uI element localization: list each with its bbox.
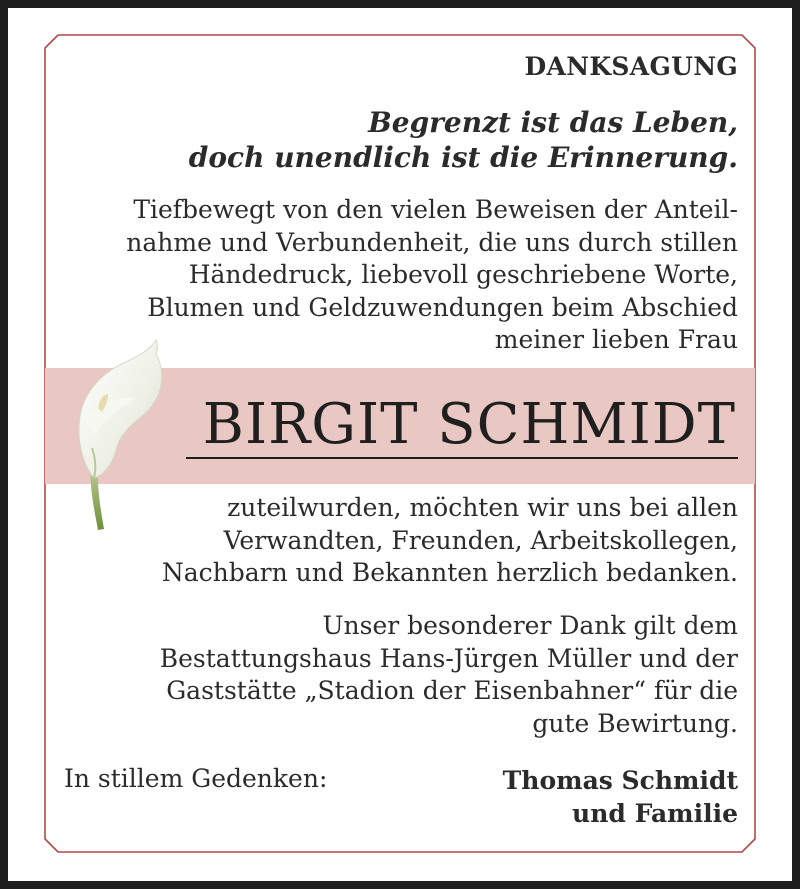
text-line: Verwandten, Freunden, Arbeitskollegen, — [223, 525, 738, 555]
text-line: Blumen und Geldzuwendungen beim Abschied — [147, 292, 738, 322]
thanks-paragraph-intro — [126, 194, 738, 357]
signature-block — [503, 764, 738, 830]
text-line: Gaststätte „Stadion der Eisenbahner“ für die — [166, 676, 738, 705]
text-line: meiner lieben Frau — [494, 325, 738, 354]
motto-quote — [189, 105, 738, 175]
text-line: Nachbarn und Bekannten herzlich bedanken. — [161, 558, 738, 587]
text-line: gute Bewirtung. — [532, 708, 738, 738]
special-thanks-paragraph — [160, 610, 738, 740]
text-line: Händedruck, liebevoll geschriebene Worte, — [188, 260, 738, 289]
closing-phrase: In stillem Gedenken: — [64, 764, 328, 793]
text-line: Tiefbewegt von den vielen Beweisen der Anteil- — [133, 195, 738, 224]
thanks-paragraph-continuation — [162, 492, 738, 590]
signature-line: Thomas Schmidt — [502, 766, 738, 795]
motto-line: doch unendlich ist die Erinnerung. — [188, 141, 738, 174]
calla-lily-icon — [72, 338, 172, 533]
text-line: nahme und Verbundenheit, die uns durch stillen — [126, 227, 738, 257]
text-line: zuteilwurden, möchten wir uns bei allen — [227, 493, 738, 522]
name-underline — [186, 457, 738, 459]
notice-heading: DANKSAGUNG — [524, 52, 738, 81]
signature-line: und Familie — [572, 799, 738, 828]
deceased-name: BIRGIT SCHMIDT — [202, 392, 736, 457]
motto-line: Begrenzt ist das Leben, — [368, 106, 738, 139]
text-line: Unser besonderer Dank gilt dem — [322, 611, 738, 640]
text-line: Bestattungshaus Hans-Jürgen Müller und der — [159, 643, 738, 673]
